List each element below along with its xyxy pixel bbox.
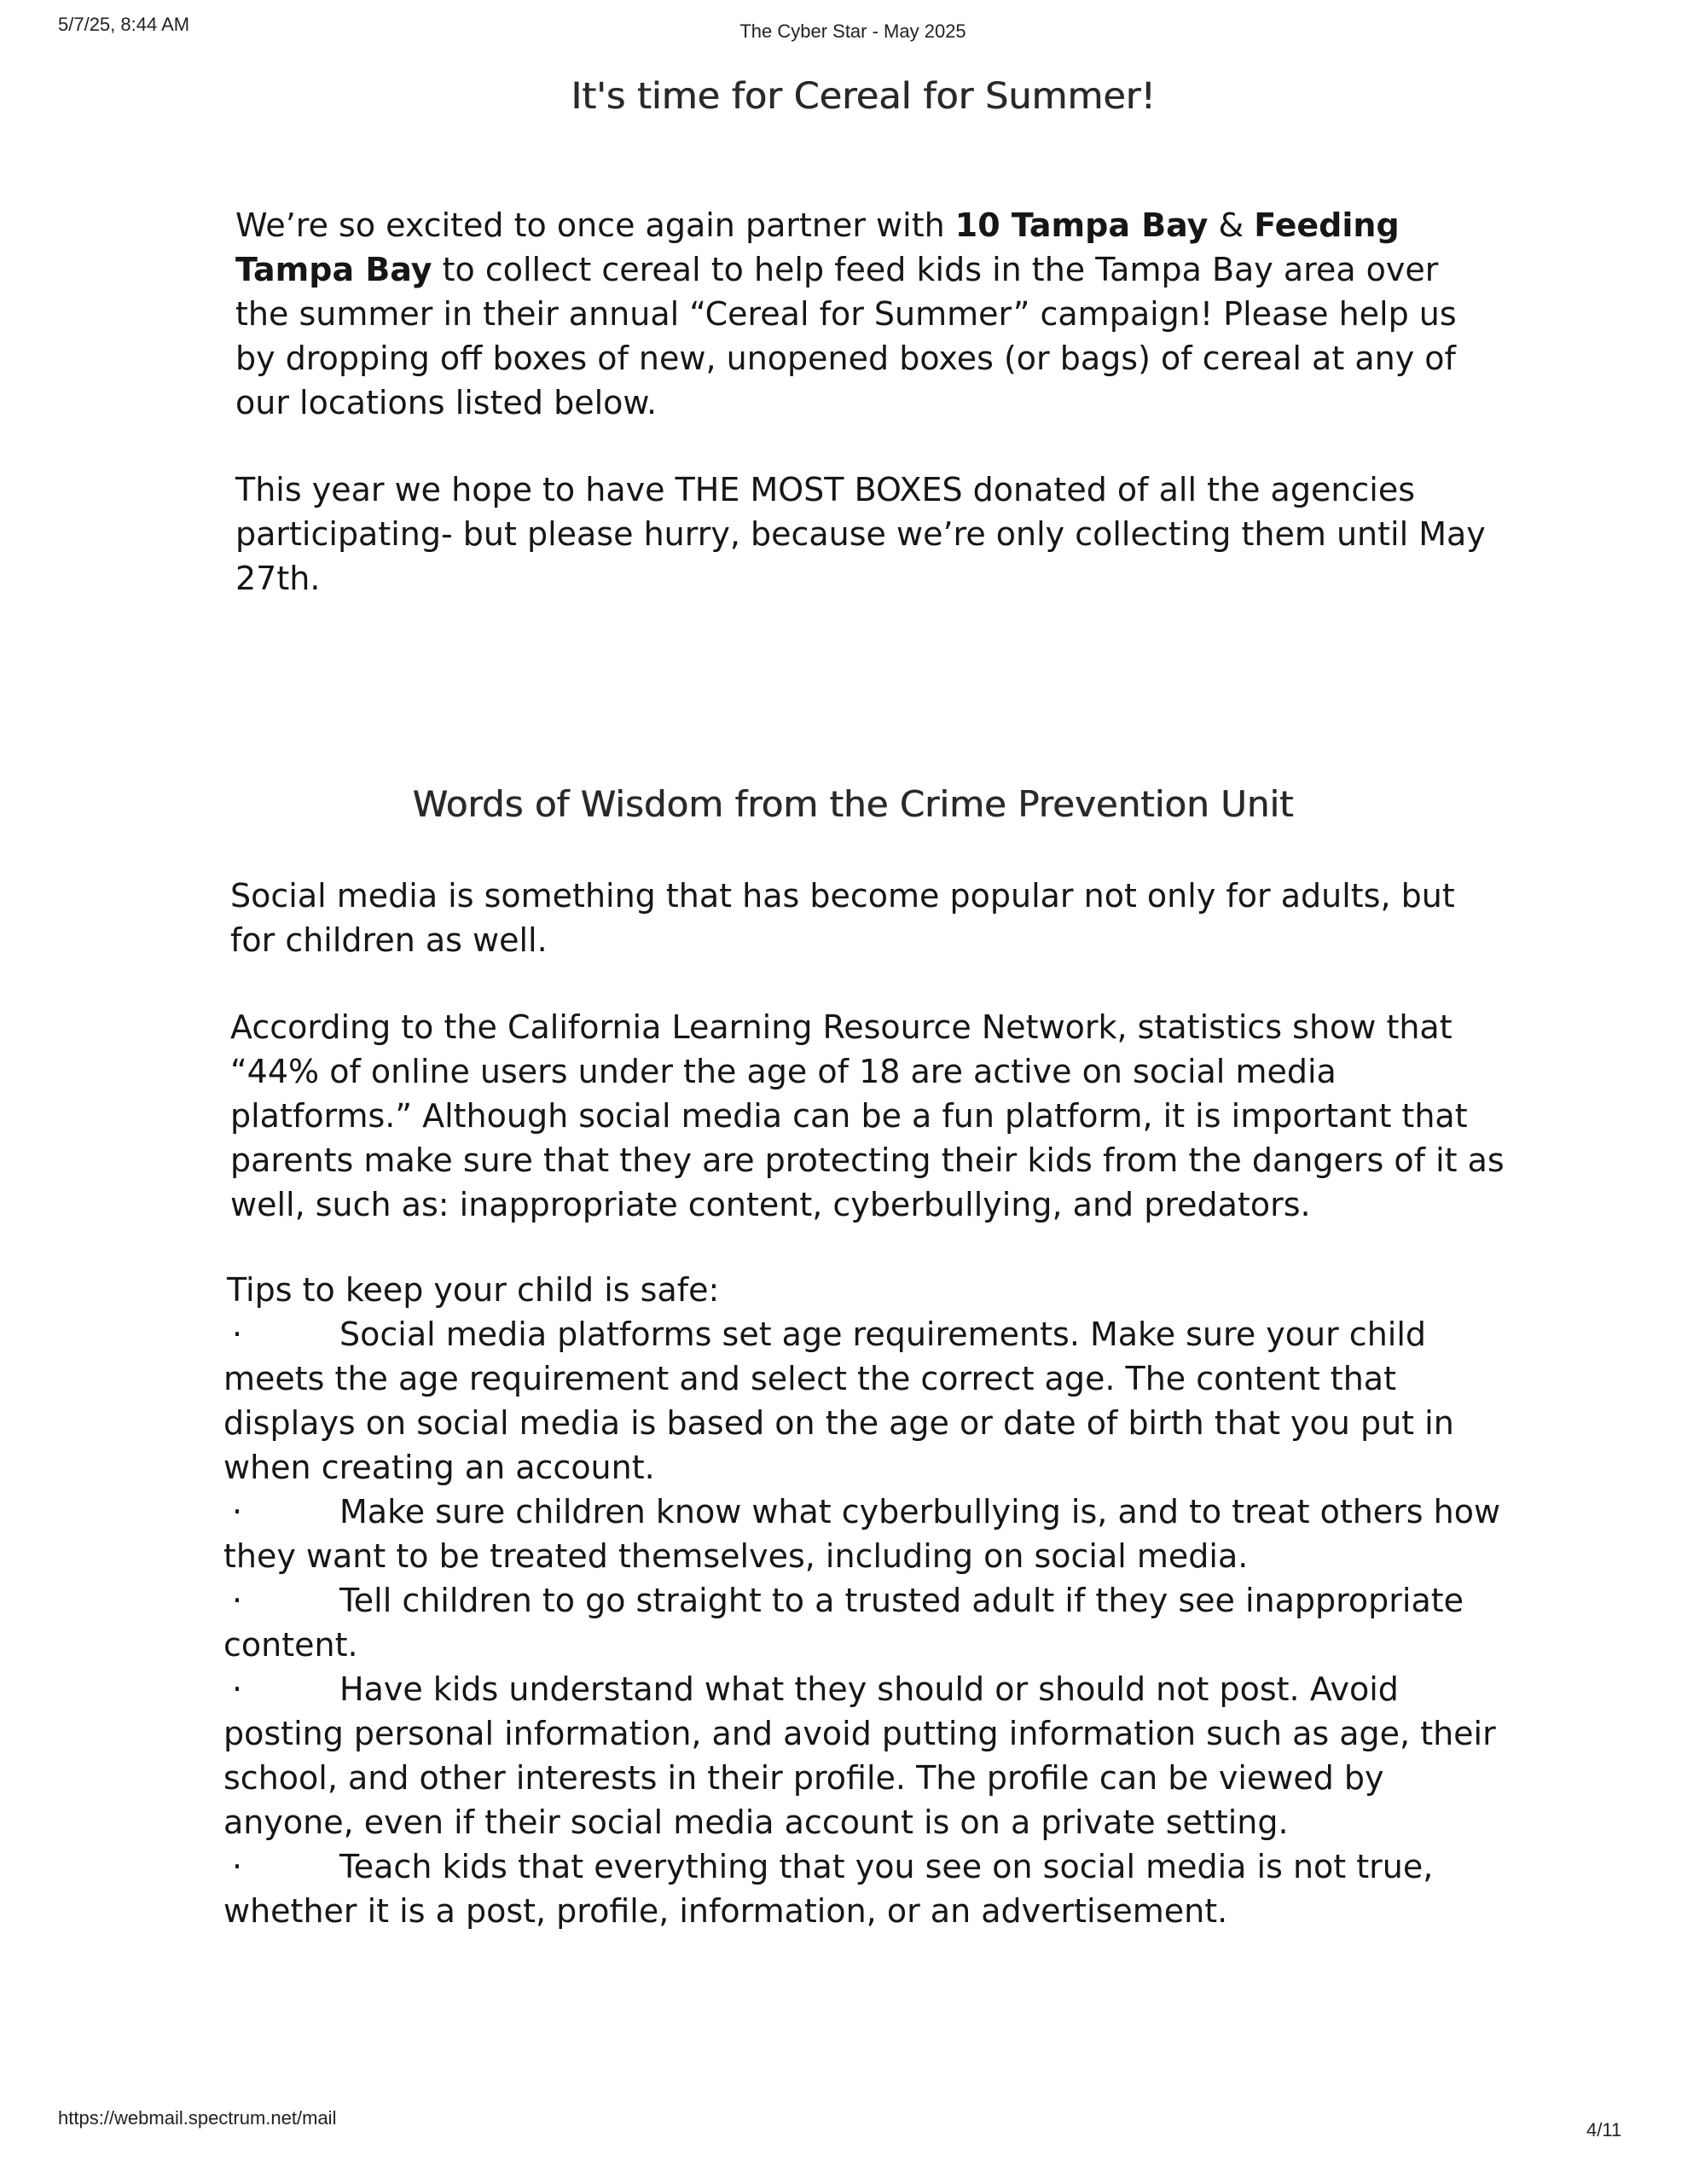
wisdom-section-title: Words of Wisdom from the Crime Prevention Unit — [412, 783, 1294, 825]
partner-10-tampa-bay: 10 Tampa Bay — [954, 206, 1209, 244]
cereal-intro-text: We’re so excited to once again partner with — [235, 206, 955, 244]
bullet-icon: · — [232, 1493, 243, 1531]
tip-item — [223, 1490, 1503, 1578]
cereal-intro-paragraph — [235, 203, 1489, 425]
tip-text: Have kids understand what they should or should not post. Avoid posting personal information, and avoid putting information such as age, their school, and other interests in their profile. The profile can be viewed by anyone, even if their social media account is on a private setting. — [223, 1670, 1496, 1841]
tips-list — [223, 1312, 1503, 1933]
partner-feeding-tampa-bay: Feeding Tampa Bay — [235, 206, 1400, 288]
tip-item — [223, 1667, 1503, 1844]
tip-text: Make sure children know what cyberbullying is, and to treat others how they want to be treated themselves, including on social media. — [223, 1493, 1501, 1575]
tip-text: Tell children to go straight to a trusted adult if they see inappropriate content. — [223, 1582, 1464, 1664]
tip-item — [223, 1578, 1503, 1667]
tip-text: Teach kids that everything that you see on social media is not true, whether it is a post, profile, information, or an advertisement. — [223, 1848, 1434, 1930]
wisdom-intro-paragraph: Social media is something that has become popular not only for adults, but for children as well. — [230, 877, 1455, 959]
cereal-intro-rest: to collect cereal to help feed kids in the Tampa Bay area over the summer in their annual “Cereal for Summer” campaign! Please help us by dropping off boxes of new, unopened boxes (or bags) of cereal at any of our locations listed below. — [235, 251, 1457, 421]
tip-item — [223, 1312, 1503, 1490]
tip-item — [223, 1844, 1503, 1933]
webmail-url: https://webmail.spectrum.net/mail — [58, 2107, 337, 2129]
wisdom-statistics-paragraph: According to the California Learning Resource Network, statistics show that “44% of online users under the age of 18 are active on social media platforms.” Although social media can be a fun platform, it is important that parents make sure that they are protecting their kids from the dangers of it as well, such as: inappropriate content, cyberbullying, and predators. — [230, 1008, 1505, 1223]
print-datetime: 5/7/25, 8:44 AM — [58, 14, 190, 35]
bullet-icon: · — [232, 1670, 243, 1708]
ampersand: & — [1208, 206, 1255, 244]
bullet-icon: · — [232, 1582, 243, 1619]
cereal-section-title: It's time for Cereal for Summer! — [571, 75, 1156, 118]
tips-heading: Tips to keep your child is safe: — [227, 1271, 720, 1309]
bullet-icon: · — [232, 1848, 243, 1885]
cereal-goal-paragraph: This year we hope to have THE MOST BOXES donated of all the agencies participating- but please hurry, because we’re only collecting them until May 27th. — [235, 471, 1486, 597]
page-header-title: The Cyber Star - May 2025 — [739, 20, 966, 42]
bullet-icon: · — [232, 1316, 243, 1353]
page-number: 4/11 — [1586, 2119, 1622, 2140]
tip-text: Social media platforms set age requirements. Make sure your child meets the age requirement and select the correct age. The content that displays on social media is based on the age or date of birth that you put in when creating an account. — [223, 1316, 1454, 1486]
